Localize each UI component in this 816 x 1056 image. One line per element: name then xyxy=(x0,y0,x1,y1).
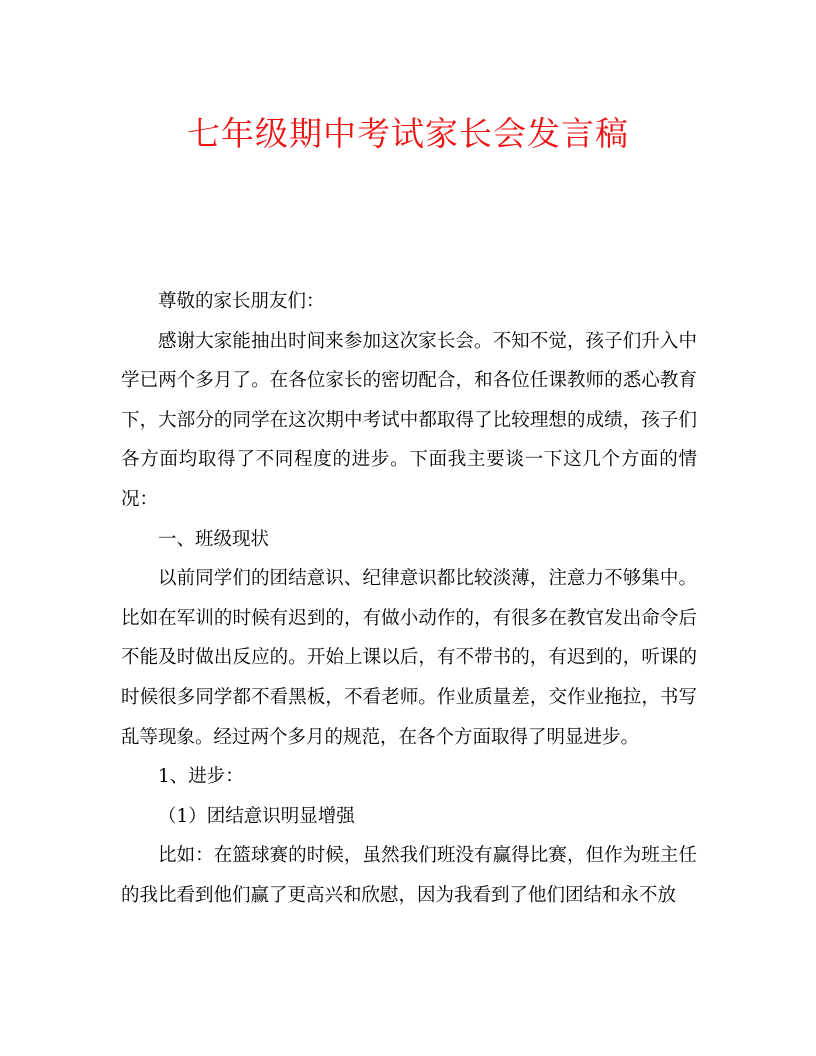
document-title: 七年级期中考试家长会发言稿 xyxy=(187,114,629,153)
subheading-progress: 1、进步： xyxy=(158,766,244,788)
subheading-unity: （1）团结意识明显增强 xyxy=(158,805,355,827)
class-status-paragraph: 以前同学们的团结意识、纪律意识都比较淡薄，注意力不够集中。比如在军训的时候有迟到的，有做小动作的，有很多在教官发出命令后不能及时做出反应的。开始上课以后，有不带书的，有迟到的，听课的时候很多同学都不看黑板，不看老师。作业质量差，交作业拖拉，书写乱等现象。经过两个多月的规范，在各个方面取得了明显进步。 xyxy=(121,568,697,748)
document-body xyxy=(121,282,697,916)
section-heading-class-status: 一、班级现状 xyxy=(158,528,270,550)
intro-paragraph: 感谢大家能抽出时间来参加这次家长会。不知不觉，孩子们升入中学已两个多月了。在各位家长的密切配合，和各位任课教师的悉心教育下，大部分的同学在这次期中考试中都取得了比较理想的成绩，孩子们各方面均取得了不同程度的进步。下面我主要谈一下这几个方面的情况： xyxy=(121,330,697,510)
basketball-paragraph: 比如：在篮球赛的时候，虽然我们班没有赢得比赛，但作为班主任的我比看到他们赢了更高兴和欣慰，因为我看到了他们团结和永不放 xyxy=(121,845,697,906)
salutation-paragraph: 尊敬的家长朋友们： xyxy=(158,291,325,312)
